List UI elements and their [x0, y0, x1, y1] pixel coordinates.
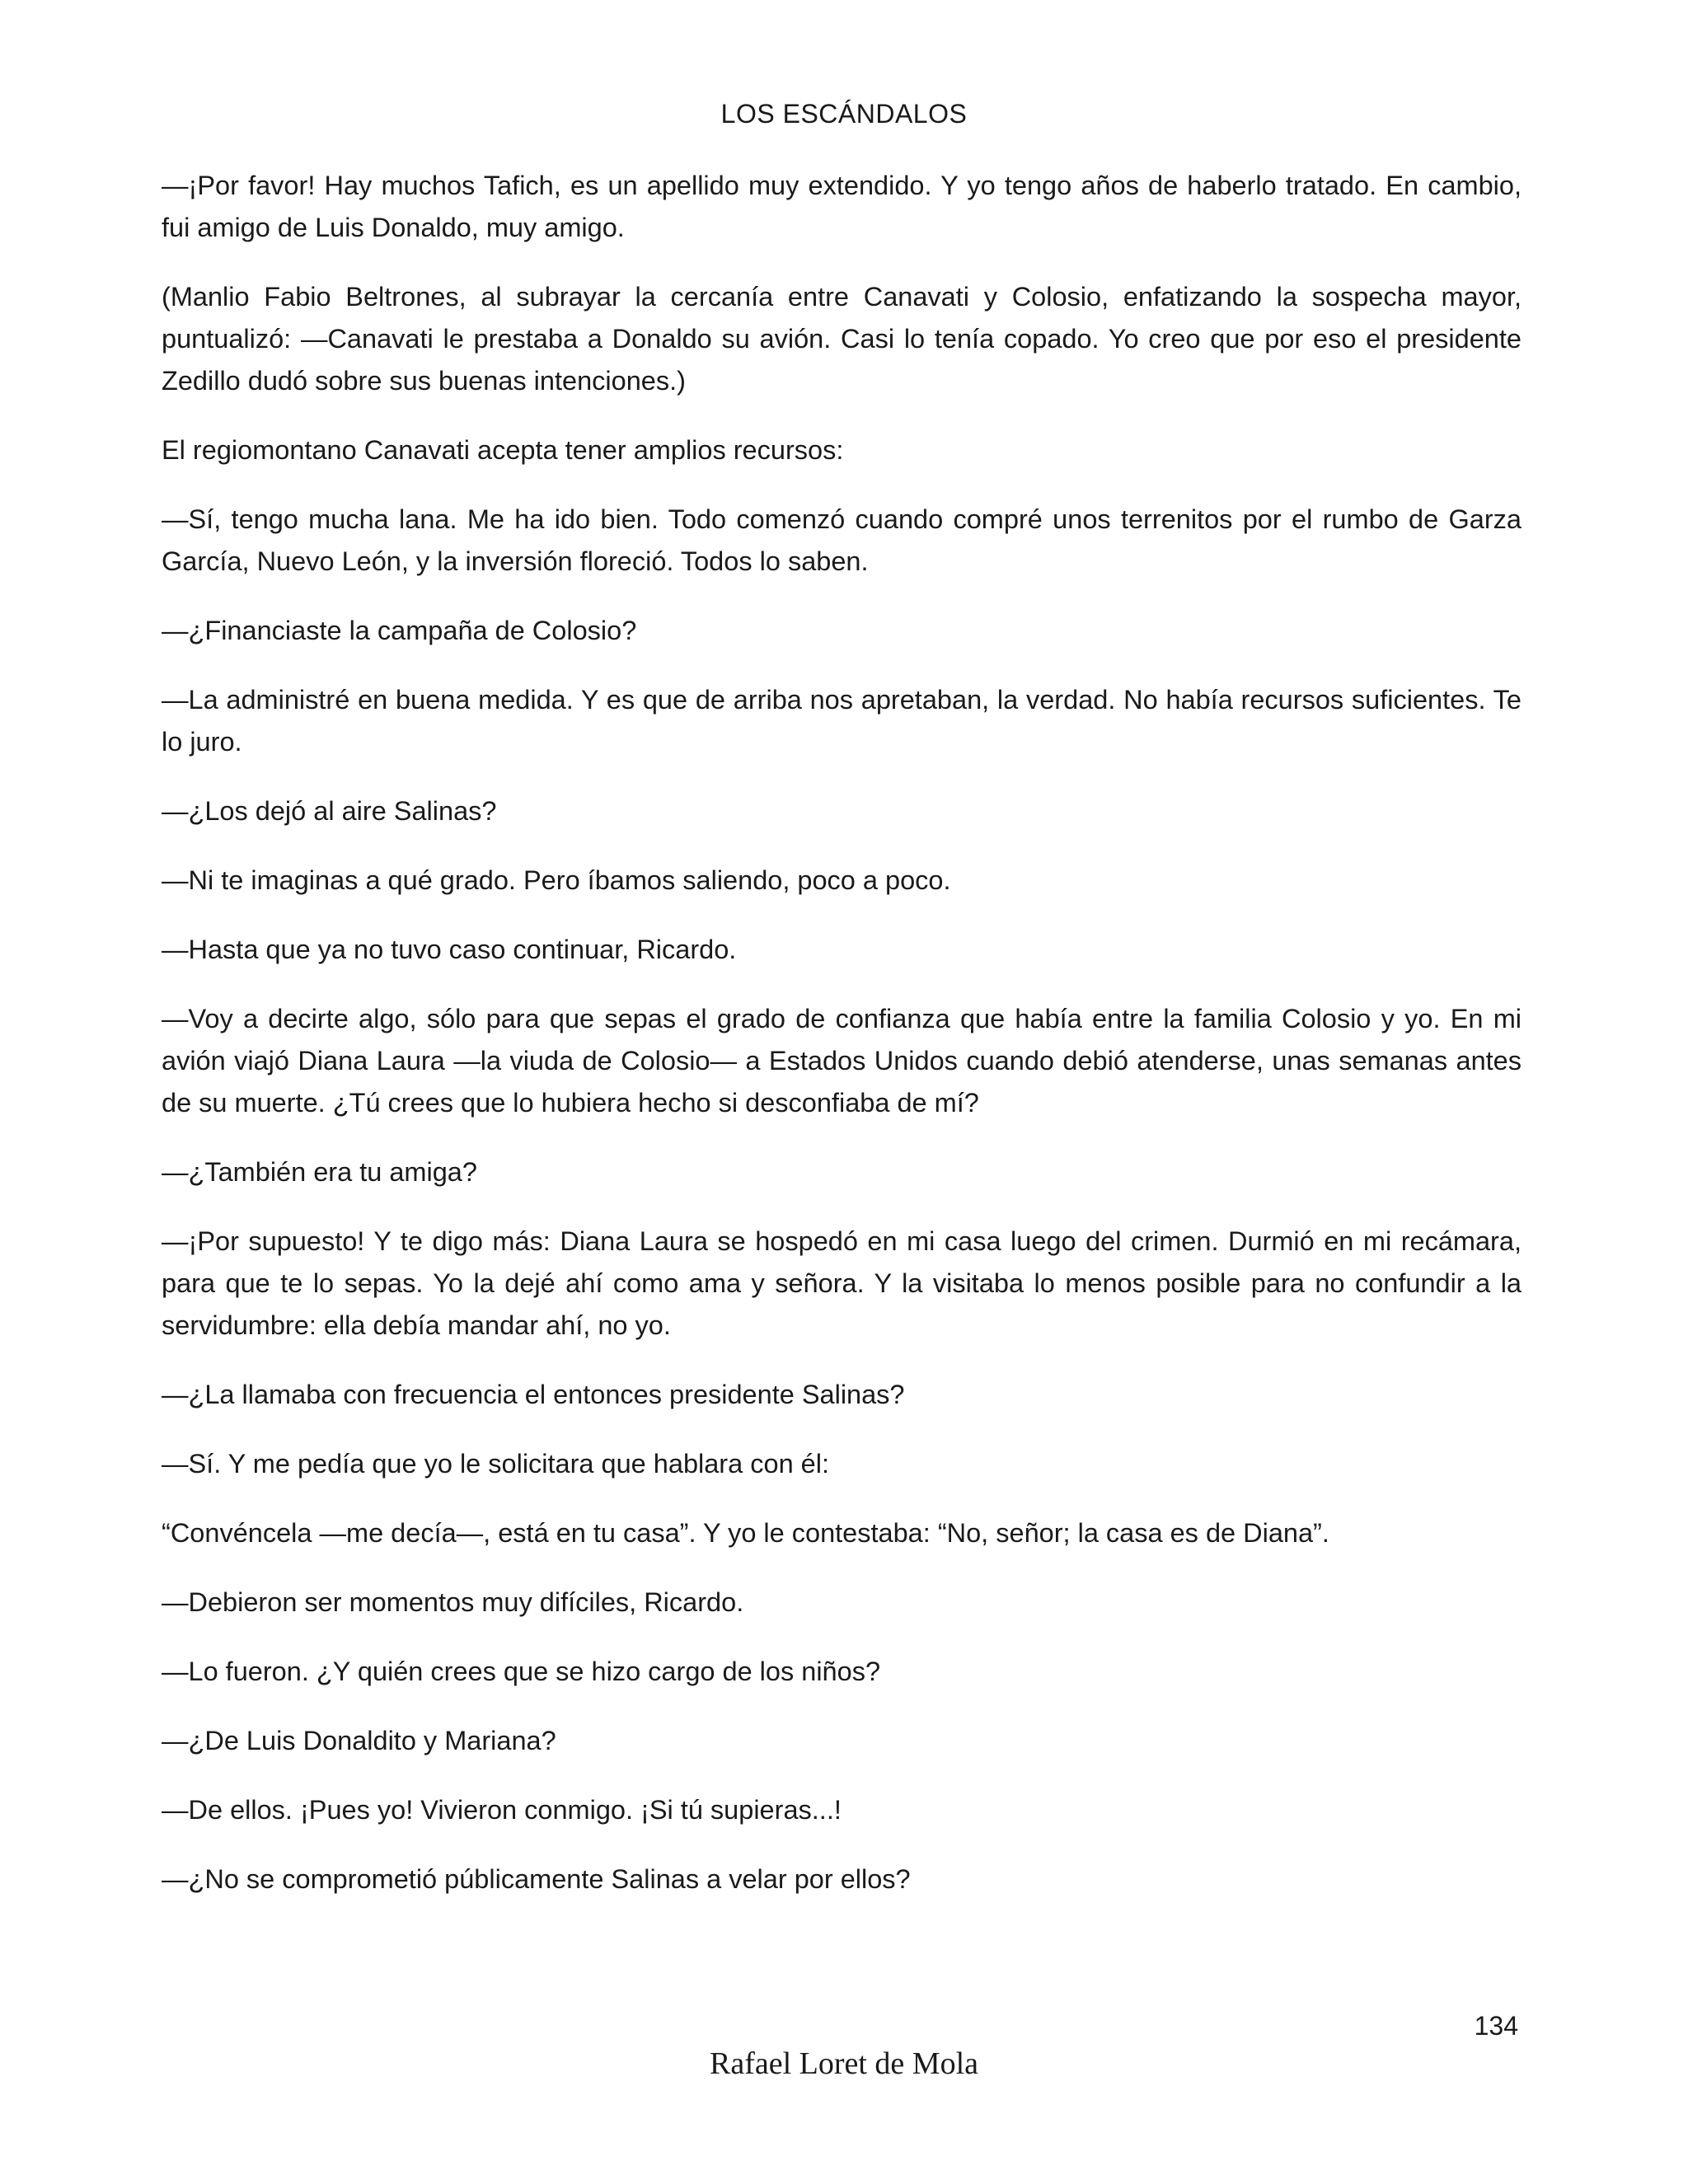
- paragraph: —Hasta que ya no tuvo caso continuar, Ricardo.: [162, 935, 737, 964]
- body-text: [162, 165, 1522, 1928]
- paragraph: —De ellos. ¡Pues yo! Vivieron conmigo. ¡Si tú supieras...!: [162, 1795, 842, 1825]
- page-number: 134: [1474, 2011, 1518, 2041]
- paragraph: —Voy a decirte algo, sólo para que sepas el grado de confianza que había entre la familia Colosio y yo. En mi avión viajó Diana Laura —la viuda de Colosio— a Estados Unidos cuando debió atenderse, unas semanas antes de su muerte. ¿Tú crees que lo hubiera hecho si desconfiaba de mí?: [162, 1004, 1522, 1118]
- paragraph: —Debieron ser momentos muy difíciles, Ricardo.: [162, 1587, 744, 1617]
- paragraph: —¿La llamaba con frecuencia el entonces presidente Salinas?: [162, 1380, 905, 1409]
- paragraph: —¿Financiaste la campaña de Colosio?: [162, 616, 637, 645]
- paragraph: —Sí. Y me pedía que yo le solicitara que hablara con él:: [162, 1449, 829, 1479]
- paragraph: —¿También era tu amiga?: [162, 1157, 477, 1187]
- paragraph: —¡Por supuesto! Y te digo más: Diana Laura se hospedó en mi casa luego del crimen. Durmió en mi recámara, para que te lo sepas. Yo la dejé ahí como ama y señora. Y la visitaba lo menos posible para no confundir a la servidumbre: ella debía mandar ahí, no yo.: [162, 1226, 1522, 1340]
- paragraph: (Manlio Fabio Beltrones, al subrayar la cercanía entre Canavati y Colosio, enfatizando la sospecha mayor, puntualizó: —Canavati le prestaba a Donaldo su avión. Casi lo tenía copado. Yo creo que por eso el presidente Zedillo dudó sobre sus buenas intenciones.): [162, 282, 1522, 396]
- paragraph: —¡Por favor! Hay muchos Tafich, es un apellido muy extendido. Y yo tengo años de haberlo tratado. En cambio, fui amigo de Luis Donaldo, muy amigo.: [162, 171, 1522, 242]
- paragraph: —La administré en buena medida. Y es que de arriba nos apretaban, la verdad. No había recursos suficientes. Te lo juro.: [162, 685, 1522, 757]
- paragraph: “Convéncela —me decía—, está en tu casa”. Y yo le contestaba: “No, señor; la casa es de Diana”.: [162, 1518, 1329, 1548]
- paragraph: —¿Los dejó al aire Salinas?: [162, 796, 497, 826]
- paragraph: —Ni te imaginas a qué grado. Pero íbamos saliendo, poco a poco.: [162, 865, 951, 895]
- paragraph: —Sí, tengo mucha lana. Me ha ido bien. Todo comenzó cuando compré unos terrenitos por el rumbo de Garza García, Nuevo León, y la inversión floreció. Todos lo saben.: [162, 504, 1522, 576]
- running-footer-author: Rafael Loret de Mola: [709, 2046, 979, 2081]
- running-header: LOS ESCÁNDALOS: [720, 99, 968, 129]
- paragraph: —Lo fueron. ¿Y quién crees que se hizo cargo de los niños?: [162, 1657, 881, 1686]
- paragraph: El regiomontano Canavati acepta tener amplios recursos:: [162, 435, 844, 465]
- paragraph: —¿No se comprometió públicamente Salinas a velar por ellos?: [162, 1864, 911, 1894]
- paragraph: —¿De Luis Donaldito y Mariana?: [162, 1726, 556, 1755]
